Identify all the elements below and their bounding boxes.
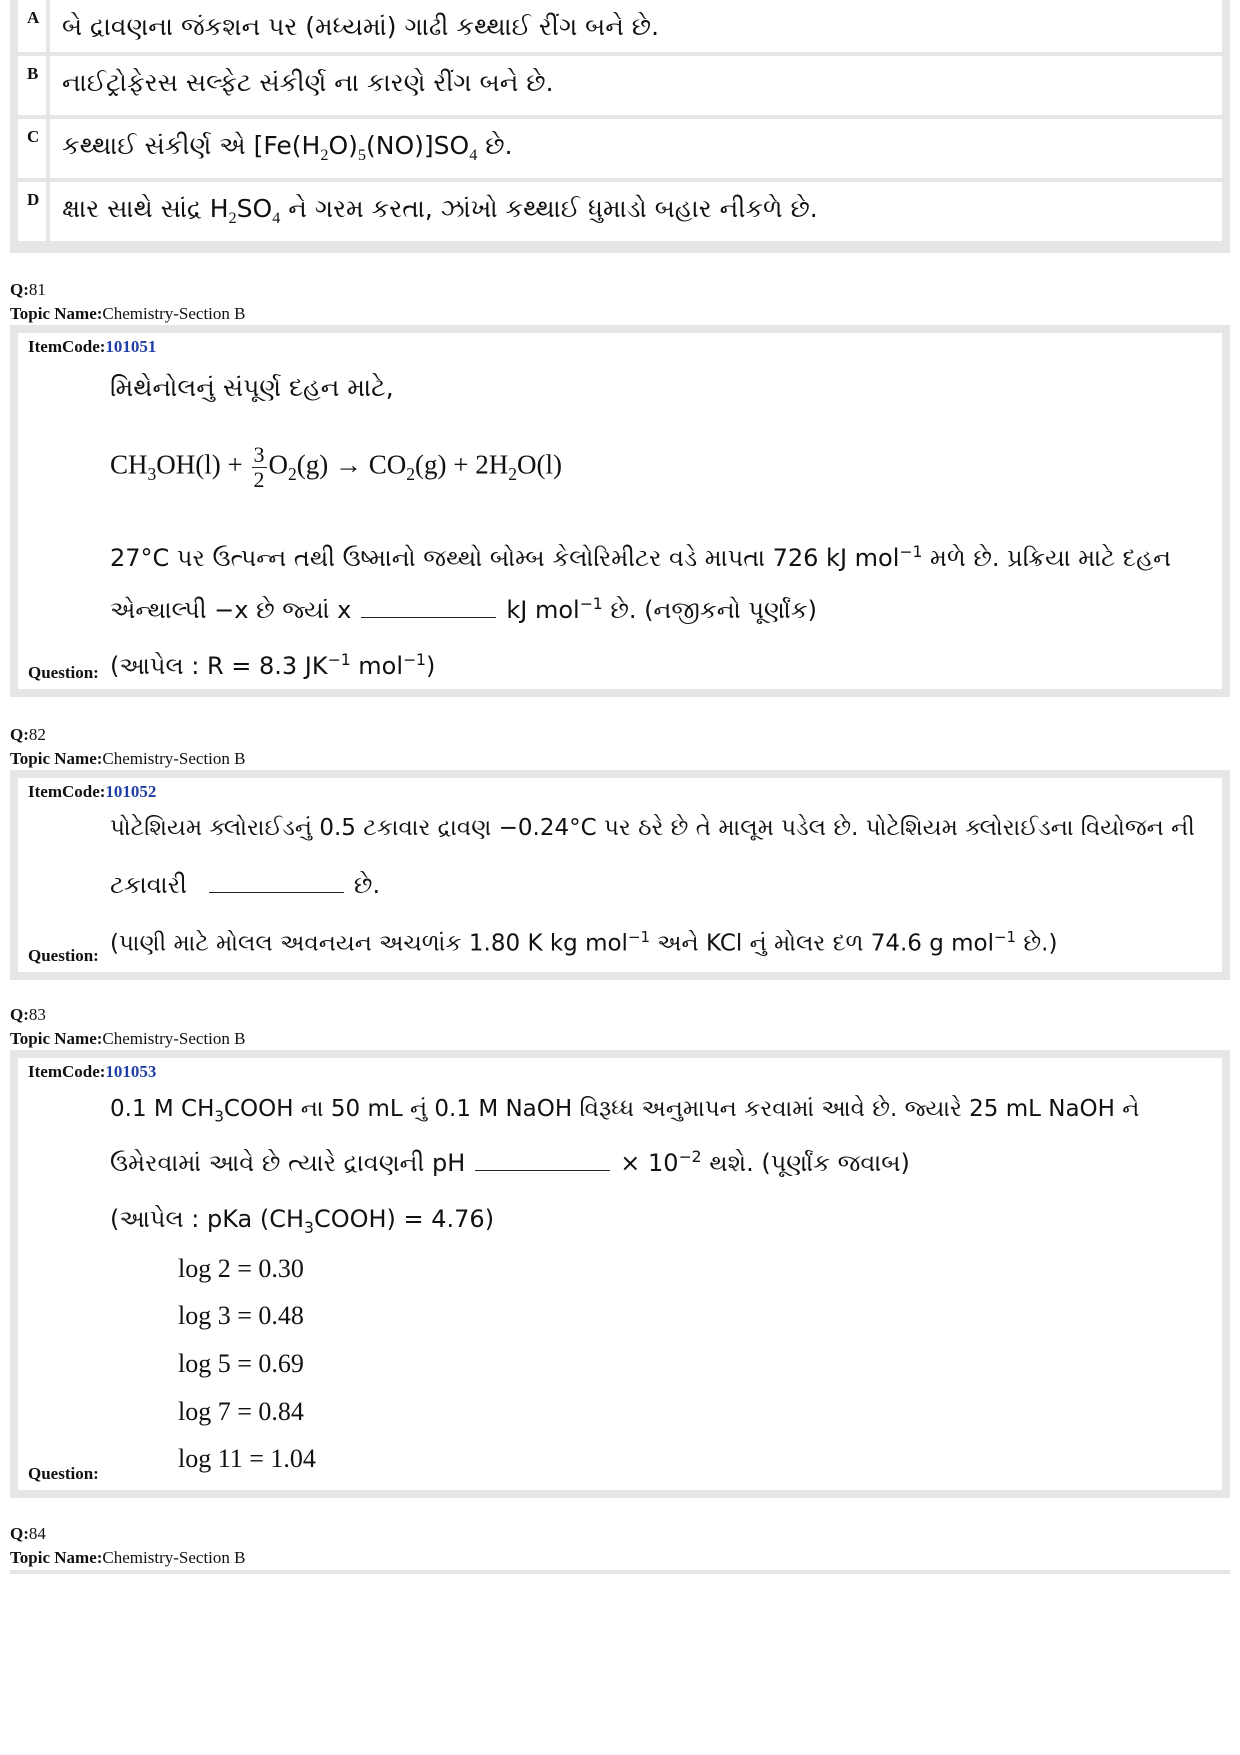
log-value: log 2 = 0.30 <box>178 1254 304 1283</box>
log-value: log 7 = 0.84 <box>178 1397 304 1426</box>
log-value: log 5 = 0.69 <box>178 1349 304 1378</box>
option-text: ક્ષાર સાથે સાંદ્ર $H_2SO_4$ ને ગરમ કરતા, ઝાંખો કથ્થાઈ ધુમાડો બહાર નીકળે છે. <box>50 182 1222 241</box>
option-key: D <box>18 182 46 241</box>
question-text: 27°C પર ઉત્પન્ન તથી ઉષ્માનો જથ્થો બોમ્બ કેલોરિમીટર વડે માપતા 726 kJ mol$^{-1}$ મળે છે. પ્રક્રિયા માટે દહન <box>110 543 1172 572</box>
question-label: Question: <box>28 946 99 965</box>
option-text: નાઈટ્રોફેરસ સલ્ફેટ સંકીર્ણ ના કારણે રીંગ બને છે. <box>50 56 1222 115</box>
question-number: 83 <box>28 1005 46 1024</box>
answer-blank <box>475 1148 610 1171</box>
option-key: C <box>18 119 46 178</box>
option-row-d <box>18 182 1222 241</box>
question-text: ઉમેરવામાં આવે છે ત્યારે દ્રાવણની pH × $10^{-2}$ થશે. (પૂર્ણાંક જવાબ) <box>110 1148 910 1177</box>
question-header-81: Q:81 Topic Name:Chemistry-Section B <box>10 280 246 323</box>
question-box-83 <box>10 1050 1230 1498</box>
question-header-82: Q:82 Topic Name:Chemistry-Section B <box>10 725 246 768</box>
option-key: A <box>18 0 46 52</box>
option-row-b <box>18 56 1222 115</box>
topic-name: Chemistry-Section B <box>102 1548 246 1567</box>
options-table <box>10 0 1230 253</box>
question-text: ટકાવારી છે. <box>110 871 381 899</box>
option-row-a <box>18 0 1222 52</box>
question-label: Question: <box>28 663 99 682</box>
option-key: B <box>18 56 46 115</box>
topic-name: Chemistry-Section B <box>102 304 246 323</box>
topic-name: Chemistry-Section B <box>102 749 246 768</box>
item-code: ItemCode:101052 <box>28 782 157 801</box>
answer-blank <box>209 870 344 893</box>
item-code: ItemCode:101053 <box>28 1062 157 1081</box>
question-box-81 <box>10 325 1230 697</box>
question-header-83: Q:83 Topic Name:Chemistry-Section B <box>10 1005 246 1048</box>
item-code: ItemCode:101051 <box>28 337 157 356</box>
log-value: log 3 = 0.48 <box>178 1301 304 1330</box>
topic-name: Chemistry-Section B <box>102 1029 246 1048</box>
given-data: (પાણી માટે મોલલ અવનયન અચળાંક 1.80 K kg mol$^{-1}$ અને KCl નું મોલર દળ 74.6 g mol$^{-1}$ છે.) <box>110 928 1058 957</box>
question-box-82 <box>10 770 1230 980</box>
section-divider <box>10 1570 1230 1574</box>
option-text: બે દ્રાવણના જંકશન પર (મધ્યમાં) ગાઢી કથ્થાઈ રીંગ બને છે. <box>50 0 1222 52</box>
question-number: 81 <box>28 280 46 299</box>
given-data: (આપેલ : pKa $(CH_3COOH) = 4.76$) <box>110 1205 495 1237</box>
log-value: log 11 = 1.04 <box>178 1444 316 1473</box>
given-data: (આપેલ : R = 8.3 $JK^{-1}$ mol$^{-1}$) <box>110 651 436 680</box>
question-label: Question: <box>28 1464 99 1483</box>
question-text: મિથેનોલનું સંપૂર્ણ દહન માટે, <box>110 373 394 402</box>
question-text: 0.1 M $CH_3COOH$ ના 50 mL નું 0.1 M NaOH વિરૂધ્ધ અનુમાપન કરવામાં આવે છે. જ્યારે 25 mL NaOH ને <box>110 1096 1140 1126</box>
question-header-84: Q:84 Topic Name:Chemistry-Section B <box>10 1524 246 1567</box>
question-text: પોટેશિયમ ક્લોરાઈડનું 0.5 ટકાવાર દ્રાવણ −0.24°C પર ઠરે છે તે માલૂમ પડેલ છે. પોટેશિયમ ક્લોરાઈડના વિયોજન ની <box>110 815 1195 841</box>
answer-blank <box>361 595 496 618</box>
option-row-c <box>18 119 1222 178</box>
combustion-equation: $CH_3OH(l)$ + $\frac{3}{2}$ $O_2(g) \to CO_2(g) + 2H_2O(l)$ <box>110 442 562 492</box>
option-text: કથ્થાઈ સંકીર્ણ એ $[Fe(H_2O)_5(NO)]SO_4$ છે. <box>50 119 1222 178</box>
question-number: 82 <box>28 725 46 744</box>
question-text: એન્થાલ્પી −x છે જ્યાં x kJ mol$^{-1}$ છે. (નજીકનો પૂર્ણાંક) <box>110 595 818 624</box>
question-number: 84 <box>28 1524 46 1543</box>
